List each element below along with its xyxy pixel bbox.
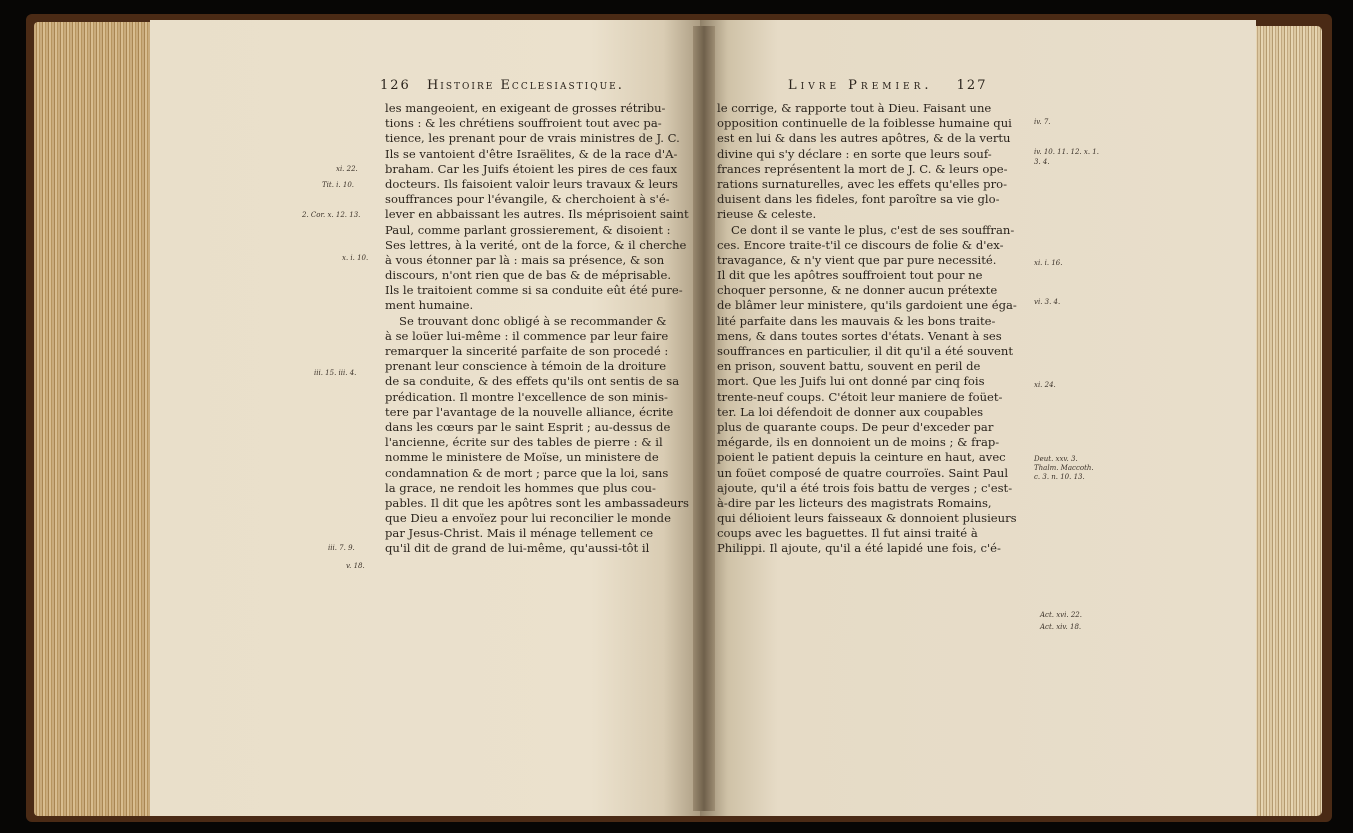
text-line: nomme le ministere de Moïse, un ministere de (385, 450, 659, 465)
book-gutter (693, 26, 715, 811)
text-line: à vous étonner par là : mais sa présence, & son (385, 252, 665, 267)
text-line: coups avec les baguettes. Il fut ainsi traité à (717, 526, 978, 541)
right-page-body (717, 101, 1024, 557)
margin-note: iv. 10. 11. 12. x. 1. (1034, 148, 1099, 156)
text-line: les mangeoient, en exigeant de grosses rétribu- (385, 101, 666, 115)
margin-note: iii. 7. 9. (328, 544, 355, 552)
text-line: Philippi. Il ajoute, qu'il a été lapidé une fois, c'é- (717, 541, 1001, 556)
text-line: ter. La loi défendoit de donner aux coupables (717, 404, 984, 419)
left-page-number: 126 (380, 78, 411, 93)
text-line: poient le patient depuis la ceinture en haut, avec (717, 450, 1006, 465)
text-line: docteurs. Ils faisoient valoir leurs travaux & leurs (385, 176, 678, 191)
text-line: souffrances en particulier, il dit qu'il a été souvent (717, 344, 1014, 358)
margin-note: xi. 24. (1034, 381, 1056, 389)
text-line: ajoute, qu'il a été trois fois battu de verges ; c'est- (717, 480, 1013, 495)
right-page-header (788, 78, 987, 93)
text-line: par Jesus-Christ. Mais il ménage tellement ce (385, 526, 654, 541)
margin-note: Thalm. Maccoth. (1034, 464, 1094, 472)
margin-note: iii. 15. iii. 4. (314, 369, 357, 377)
text-line: mort. Que les Juifs lui ont donné par cinq fois (717, 374, 985, 389)
text-line: un foüet composé de quatre courroïes. Saint Paul (717, 465, 1009, 480)
margin-note: Act. xvi. 22. (1040, 611, 1082, 619)
left-page-body (385, 101, 693, 557)
text-line: en prison, souvent battu, souvent en peril de (717, 359, 981, 374)
text-line: Se trouvant donc obligé à se recommander & (399, 313, 667, 328)
text-line: prenant leur conscience à témoin de la droiture (385, 359, 667, 374)
text-line: tere par l'avantage de la nouvelle alliance, écrite (385, 404, 674, 419)
text-line: ment humaine. (385, 298, 474, 313)
text-line: lever en abbaissant les autres. Ils méprisoient saint (385, 207, 689, 222)
text-line: lité parfaite dans les mauvais & les bons traite- (717, 313, 996, 328)
text-line: le corrige, & rapporte tout à Dieu. Faisant une (717, 101, 992, 115)
margin-note: Deut. xxv. 3. (1034, 455, 1078, 463)
text-line: remarquer la sincerité parfaite de son procedé : (385, 344, 669, 358)
text-line: mens, & dans toutes sortes d'états. Venant à ses (717, 328, 1002, 343)
text-line: ces. Encore traite-t'il ce discours de folie & d'ex- (717, 237, 1004, 252)
margin-note: xi. 22. (336, 165, 358, 173)
text-line: qui délioient leurs faisseaux & donnoient plusieurs (717, 511, 1017, 526)
margin-note: iv. 7. (1034, 118, 1051, 126)
margin-note: x. i. 10. (342, 254, 369, 262)
text-line: pables. Il dit que les apôtres sont les ambassadeurs (385, 495, 689, 510)
text-line: de sa conduite, & des effets qu'ils ont sentis de sa (385, 374, 680, 389)
left-page-edges (34, 22, 162, 816)
right-running-head: Livre Premier. (788, 78, 933, 93)
text-line: Paul, comme parlant grossierement, & disoient : (385, 222, 671, 237)
text-line: duisent dans les fideles, font paroître sa vie glo- (717, 192, 1000, 207)
margin-note: v. 18. (346, 562, 365, 570)
text-line: dans les cœurs par le saint Esprit ; au-dessus de (385, 419, 671, 434)
text-line: discours, n'ont rien que de bas & de méprisable. (385, 268, 671, 283)
margin-note: vi. 3. 4. (1034, 298, 1061, 306)
right-page-edges (1252, 26, 1322, 816)
margin-note: xi. i. 16. (1034, 259, 1063, 267)
text-line: divine qui s'y déclare : en sorte que leurs souf- (717, 146, 992, 161)
text-line: qu'il dit de grand de lui-même, qu'aussi-tôt il (385, 541, 650, 556)
text-line: tions : & les chrétiens souffroient tout avec pa- (385, 116, 662, 131)
text-line: est en lui & dans les autres apôtres, & de la vertu (717, 131, 1011, 146)
margin-note: 2. Cor. x. 12. 13. (302, 211, 361, 219)
text-line: frances représentent la mort de J. C. & leurs ope- (717, 161, 1008, 176)
text-line: à-dire par les licteurs des magistrats Romains, (717, 495, 992, 510)
right-page-number: 127 (956, 78, 988, 93)
left-page-header (380, 78, 624, 93)
text-line: Il dit que les apôtres souffroient tout pour ne (717, 268, 983, 283)
text-line: trente-neuf coups. C'étoit leur maniere de foüet- (717, 389, 1003, 404)
text-line: mégarde, ils en donnoient un de moins ; & frap- (717, 435, 1000, 450)
text-line: la grace, ne rendoit les hommes que plus cou- (385, 480, 656, 495)
text-line: condamnation & de mort ; parce que la loi, sans (385, 465, 669, 480)
margin-note: 3. 4. (1034, 158, 1050, 166)
text-line: l'ancienne, écrite sur des tables de pierre : & il (385, 435, 663, 450)
text-line: de blâmer leur ministere, qu'ils gardoient une éga- (717, 298, 1017, 313)
text-line: Ils le traitoient comme si sa conduite eût été pure- (385, 283, 683, 298)
text-line: que Dieu a envoïez pour lui reconcilier le monde (385, 511, 671, 526)
margin-note: c. 3. n. 10. 13. (1034, 473, 1085, 481)
text-line: rieuse & celeste. (717, 207, 817, 222)
text-line: Ce dont il se vante le plus, c'est de ses souffran- (731, 222, 1015, 237)
margin-note: Act. xiv. 18. (1040, 623, 1082, 631)
text-line: prédication. Il montre l'excellence de son minis- (385, 389, 668, 404)
text-line: braham. Car les Juifs étoient les pires de ces faux (385, 161, 678, 176)
text-line: Ses lettres, à la verité, ont de la force, & il cherche (385, 237, 687, 252)
text-line: Ils se vantoient d'être Israëlites, & de la race d'A- (385, 146, 678, 161)
text-line: rations surnaturelles, avec les effets qu'elles pro- (717, 176, 1008, 191)
text-line: tience, les prenant pour de vrais ministres de J. C. (385, 131, 680, 146)
text-line: opposition continuelle de la foiblesse humaine qui (717, 116, 1012, 131)
text-line: souffrances pour l'évangile, & cherchoient à s'é- (385, 192, 670, 207)
text-line: à se loüer lui-même : il commence par leur faire (385, 328, 669, 343)
text-line: travagance, & n'y vient que par pure necessité. (717, 252, 997, 267)
text-line: choquer personne, & ne donner aucun prétexte (717, 283, 998, 298)
text-line: plus de quarante coups. De peur d'exceder par (717, 419, 994, 434)
margin-note: Tit. i. 10. (322, 181, 354, 189)
left-running-head: Histoire Ecclesiastique. (426, 78, 624, 93)
